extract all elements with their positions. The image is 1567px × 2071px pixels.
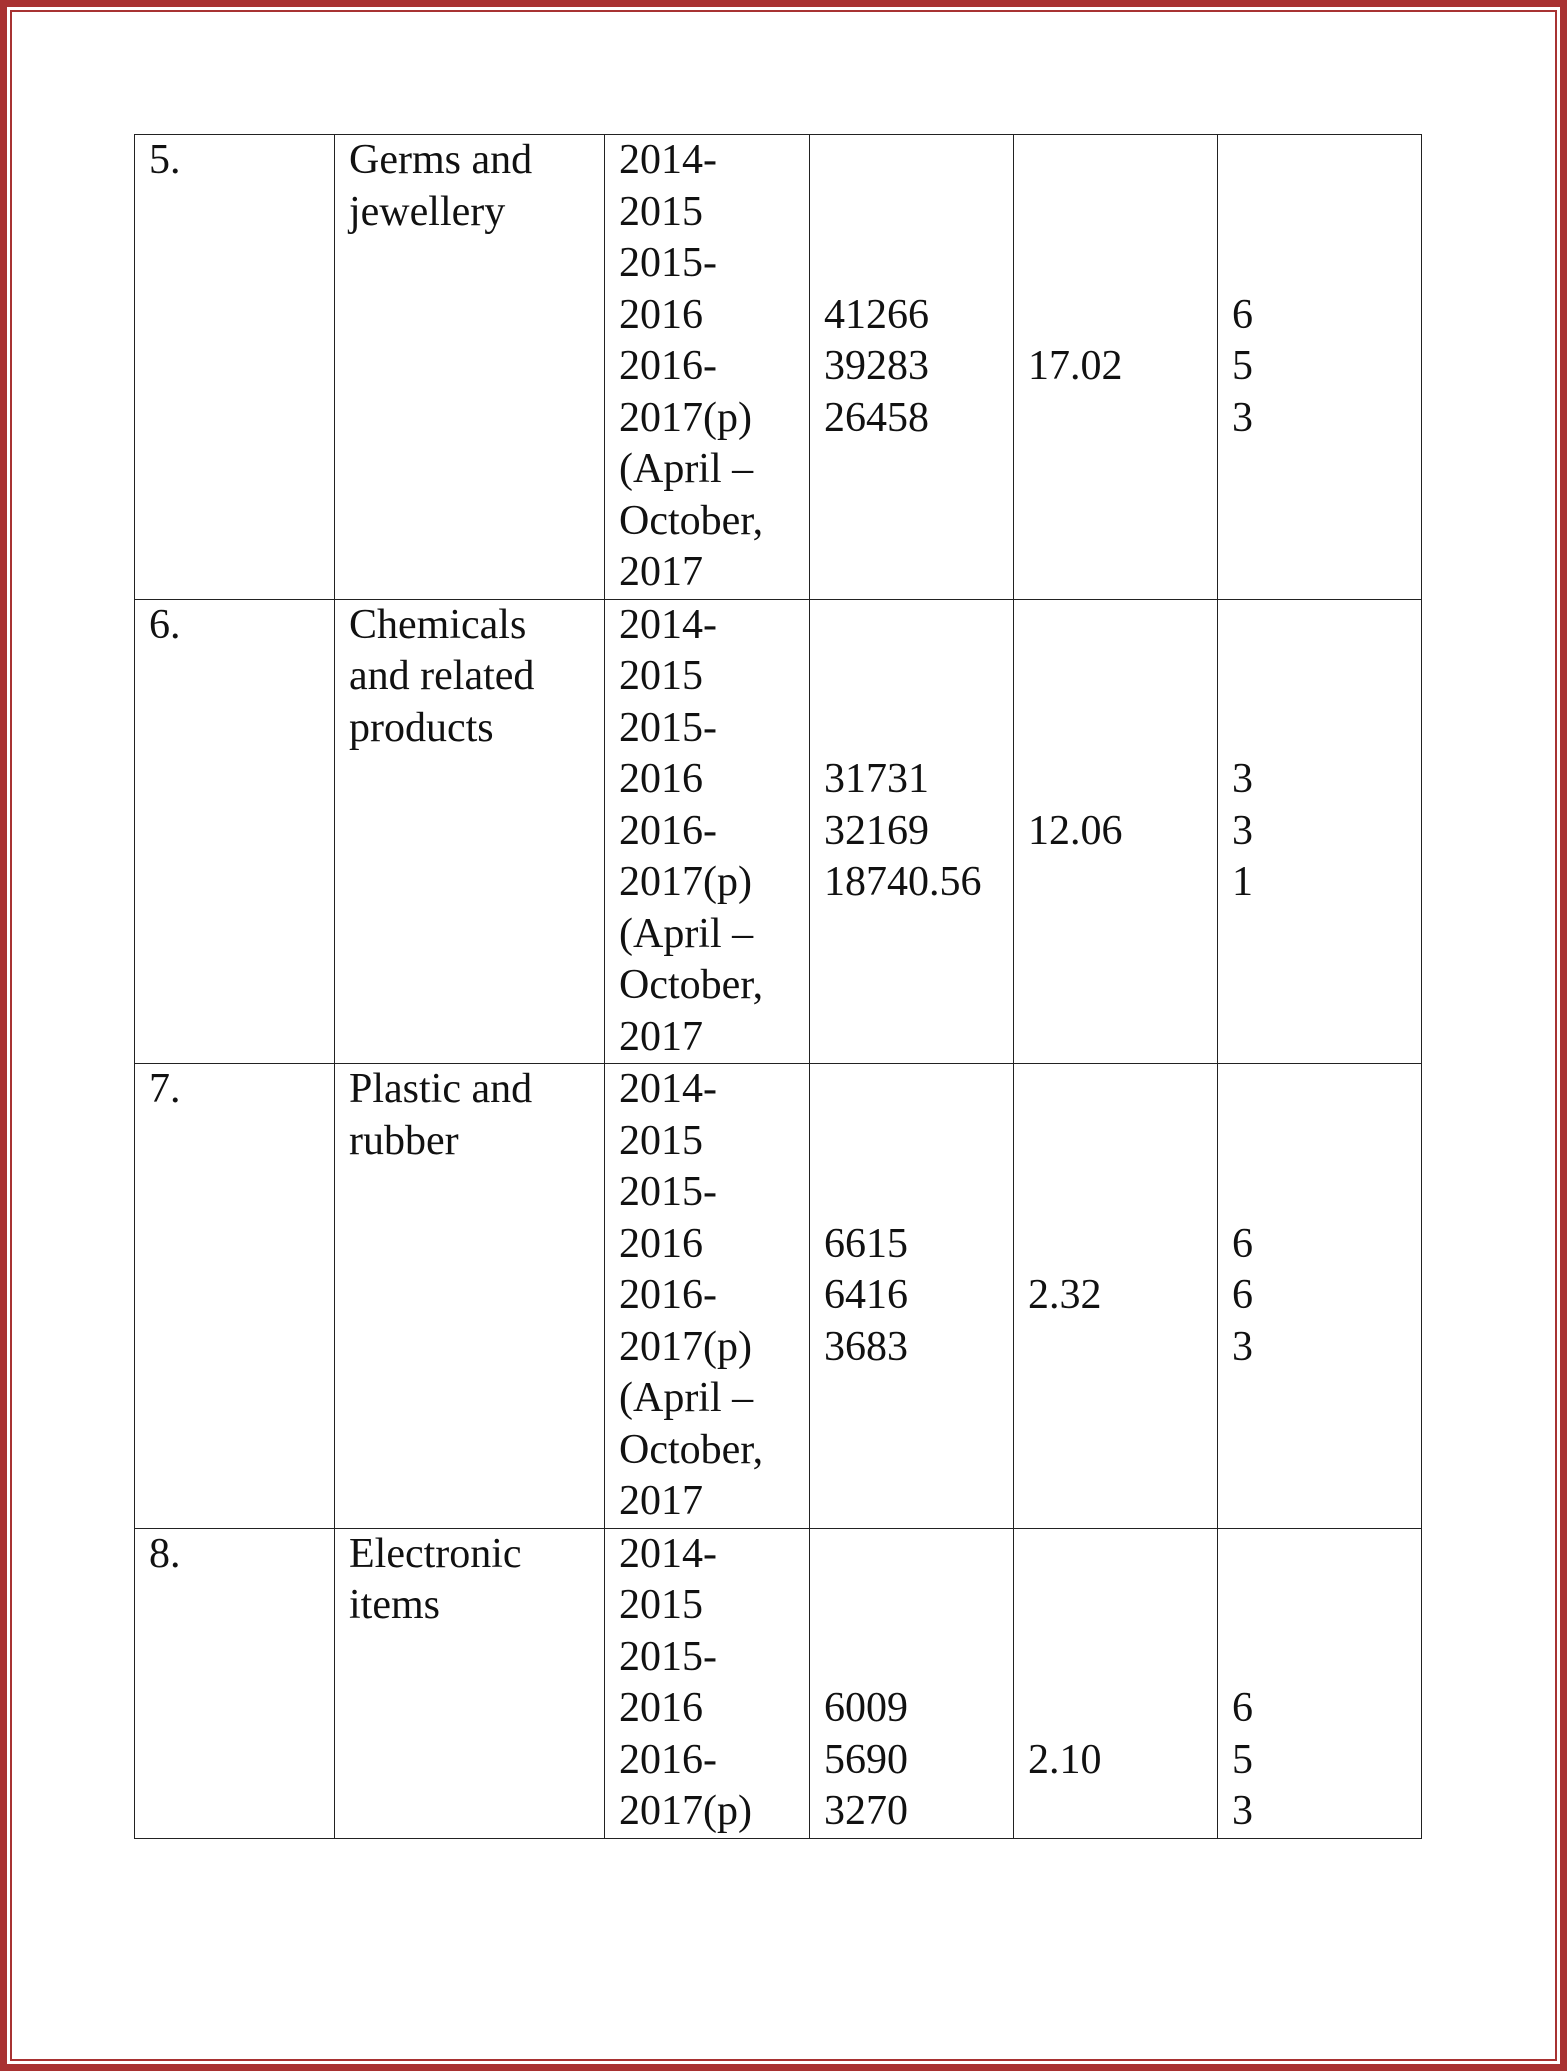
value-cell: 41266 39283 26458 bbox=[810, 135, 1014, 600]
serial-number-cell: 8. bbox=[135, 1528, 335, 1838]
serial-number-cell: 5. bbox=[135, 135, 335, 600]
share-cell: 2.32 bbox=[1014, 1064, 1218, 1529]
item-cell: Chemicals and related products bbox=[335, 599, 605, 1064]
rank-cell: 6 5 3 bbox=[1218, 1528, 1422, 1838]
serial-number-cell: 6. bbox=[135, 599, 335, 1064]
year-cell: 2014- 2015 2015- 2016 2016- 2017(p) (April – October, 2017 bbox=[605, 135, 810, 600]
rank-cell: 6 6 3 bbox=[1218, 1064, 1422, 1529]
export-data-table bbox=[134, 134, 1422, 1839]
item-cell: Germs and jewellery bbox=[335, 135, 605, 600]
share-cell: 2.10 bbox=[1014, 1528, 1218, 1838]
serial-number-cell: 7. bbox=[135, 1064, 335, 1529]
share-cell: 12.06 bbox=[1014, 599, 1218, 1064]
year-cell: 2014- 2015 2015- 2016 2016- 2017(p) (April – October, 2017 bbox=[605, 599, 810, 1064]
rank-cell: 3 3 1 bbox=[1218, 599, 1422, 1064]
table-row bbox=[135, 1528, 1422, 1838]
year-cell: 2014- 2015 2015- 2016 2016- 2017(p) (April – October, 2017 bbox=[605, 1064, 810, 1529]
value-cell: 6615 6416 3683 bbox=[810, 1064, 1014, 1529]
table-row bbox=[135, 1064, 1422, 1529]
value-cell: 31731 32169 18740.56 bbox=[810, 599, 1014, 1064]
rank-cell: 6 5 3 bbox=[1218, 135, 1422, 600]
table-row bbox=[135, 135, 1422, 600]
share-cell: 17.02 bbox=[1014, 135, 1218, 600]
table-row bbox=[135, 599, 1422, 1064]
value-cell: 6009 5690 3270 bbox=[810, 1528, 1014, 1838]
item-cell: Plastic and rubber bbox=[335, 1064, 605, 1529]
year-cell: 2014- 2015 2015- 2016 2016- 2017(p) bbox=[605, 1528, 810, 1838]
item-cell: Electronic items bbox=[335, 1528, 605, 1838]
